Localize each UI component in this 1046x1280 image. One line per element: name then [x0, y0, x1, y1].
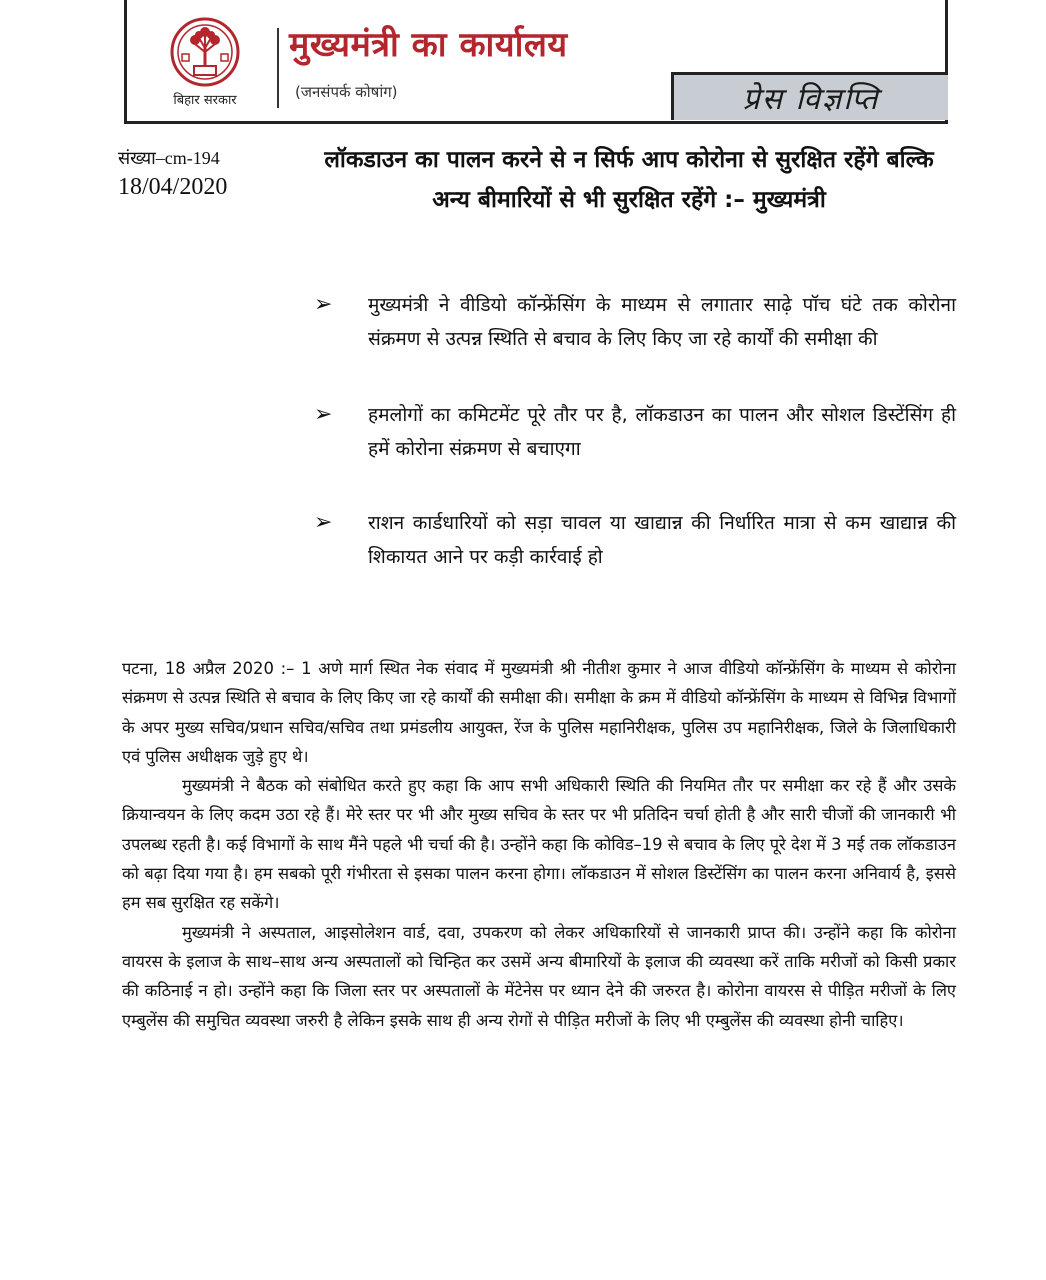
release-meta [118, 146, 227, 201]
highlight-item [314, 288, 956, 356]
highlight-text: राशन कार्डधारियों को सड़ा चावल या खाद्यान्न की निर्धारित मात्रा से कम खाद्यान्न की शिकायत आने पर कड़ी कार्रवाई हो [368, 512, 956, 568]
office-subtitle: (जनसंपर्क कोषांग) [295, 83, 398, 101]
body-paragraph: मुख्यमंत्री ने बैठक को संबोधित करते हुए कहा कि आप सभी अधिकारी स्थिति की नियमित तौर पर समीक्षा कर रहे हैं और उसके क्रियान्वयन के लिए कदम उठा रहे हैं। मेरे स्तर पर भी और मुख्य सचिव के स्तर पर भी प्रतिदिन चर्चा होती है और सारी चीजों की जानकारी भी उपलब्ध रहती है। कई विभागों के साथ मैंने पहले भी चर्चा की है। उन्होंने कहा कि कोविड–19 से बचाव के लिए पूरे देश में 3 मई तक लॉकडाउन को बढ़ा दिया गया है। हम सबको पूरी गंभीरता से इसका पालन करना होगा। लॉकडाउन में सोशल डिस्टेंसिंग का पालन करना अनिवार्य है, इससे हम सब सुरक्षित रह सकेंगे। [122, 776, 956, 913]
letterhead [124, 0, 948, 124]
highlights-list [314, 288, 956, 616]
press-release-label: प्रेस विज्ञप्ति [742, 82, 880, 117]
release-body [122, 654, 956, 1035]
release-number: संख्या–cm-194 [118, 148, 220, 168]
headline: लॉकडाउन का पालन करने से न सिर्फ आप कोरोना से सुरक्षित रहेंगे बल्कि अन्य बीमारियों से भी सुरक्षित रहेंगे :– मुख्यमंत्री [324, 147, 934, 213]
emblem-caption: बिहार सरकार [173, 93, 237, 108]
body-paragraph: मुख्यमंत्री ने अस्पताल, आइसोलेशन वार्ड, दवा, उपकरण को लेकर अधिकारियों से जानकारी प्राप्त की। उन्होंने कहा कि कोरोना वायरस के इलाज के साथ–साथ अन्य अस्पतालों को चिन्हित कर उसमें अन्य बीमारियों के इलाज की व्यवस्था करें ताकि मरीजों को किसी प्रकार की कठिनाई न हो। उन्होंने कहा कि जिला स्तर पर अस्पतालों के मेंटेनेस पर ध्यान देने की जरुरत है। कोरोना वायरस से पीड़ित मरीजों के लिए एम्बुलेंस की समुचित व्यवस्था जरुरी है लेकिन इसके साथ ही अन्य रोगों से पीड़ित मरीजों के लिए भी एम्बुलेंस की व्यवस्था होनी चाहिए। [122, 922, 956, 1030]
emblem-block [141, 16, 269, 116]
bihar-emblem-icon [169, 16, 241, 88]
body-paragraph: पटना, 18 अप्रैल 2020 :– 1 अणे मार्ग स्थित नेक संवाद में मुख्यमंत्री श्री नीतीश कुमार ने आज वीडियो कॉन्फ्रेंसिंग के माध्यम से कोरोना संक्रमण से उत्पन्न स्थिति से बचाव के लिए किए जा रहे कार्यों की समीक्षा की। समीक्षा के क्रम में वीडियो कॉन्फ्रेंसिंग के माध्यम से विभिन्न विभागों के अपर मुख्य सचिव/प्रधान सचिव/सचिव तथा प्रमंडलीय आयुक्त, रेंज के पुलिस महानिरीक्षक, पुलिस उप महानिरीक्षक, जिले के जिलाधिकारी एवं पुलिस अधीक्षक जुड़े हुए थे। [122, 659, 956, 766]
release-date: 18/04/2020 [118, 174, 228, 200]
highlight-text: हमलोगों का कमिटमेंट पूरे तौर पर है, लॉकडाउन का पालन और सोशल डिस्टेंसिंग ही हमें कोरोना संक्रमण से बचाएगा [368, 404, 956, 460]
arrow-bullet-icon: ➢ [314, 402, 333, 427]
highlight-item [314, 398, 956, 466]
press-release-band [671, 72, 948, 120]
arrow-bullet-icon: ➢ [314, 510, 333, 535]
office-title: मुख्यमंत्री का कार्यालय [289, 25, 568, 65]
header-divider [277, 28, 279, 108]
highlight-item [314, 506, 956, 574]
highlight-text: मुख्यमंत्री ने वीडियो कॉन्फ्रेंसिंग के माध्यम से लगातार साढ़े पॉच घंटे तक कोरोना संक्रमण से उत्पन्न स्थिति से बचाव के लिए किए जा रहे कार्यों की समीक्षा की [368, 294, 956, 350]
arrow-bullet-icon: ➢ [314, 292, 333, 317]
